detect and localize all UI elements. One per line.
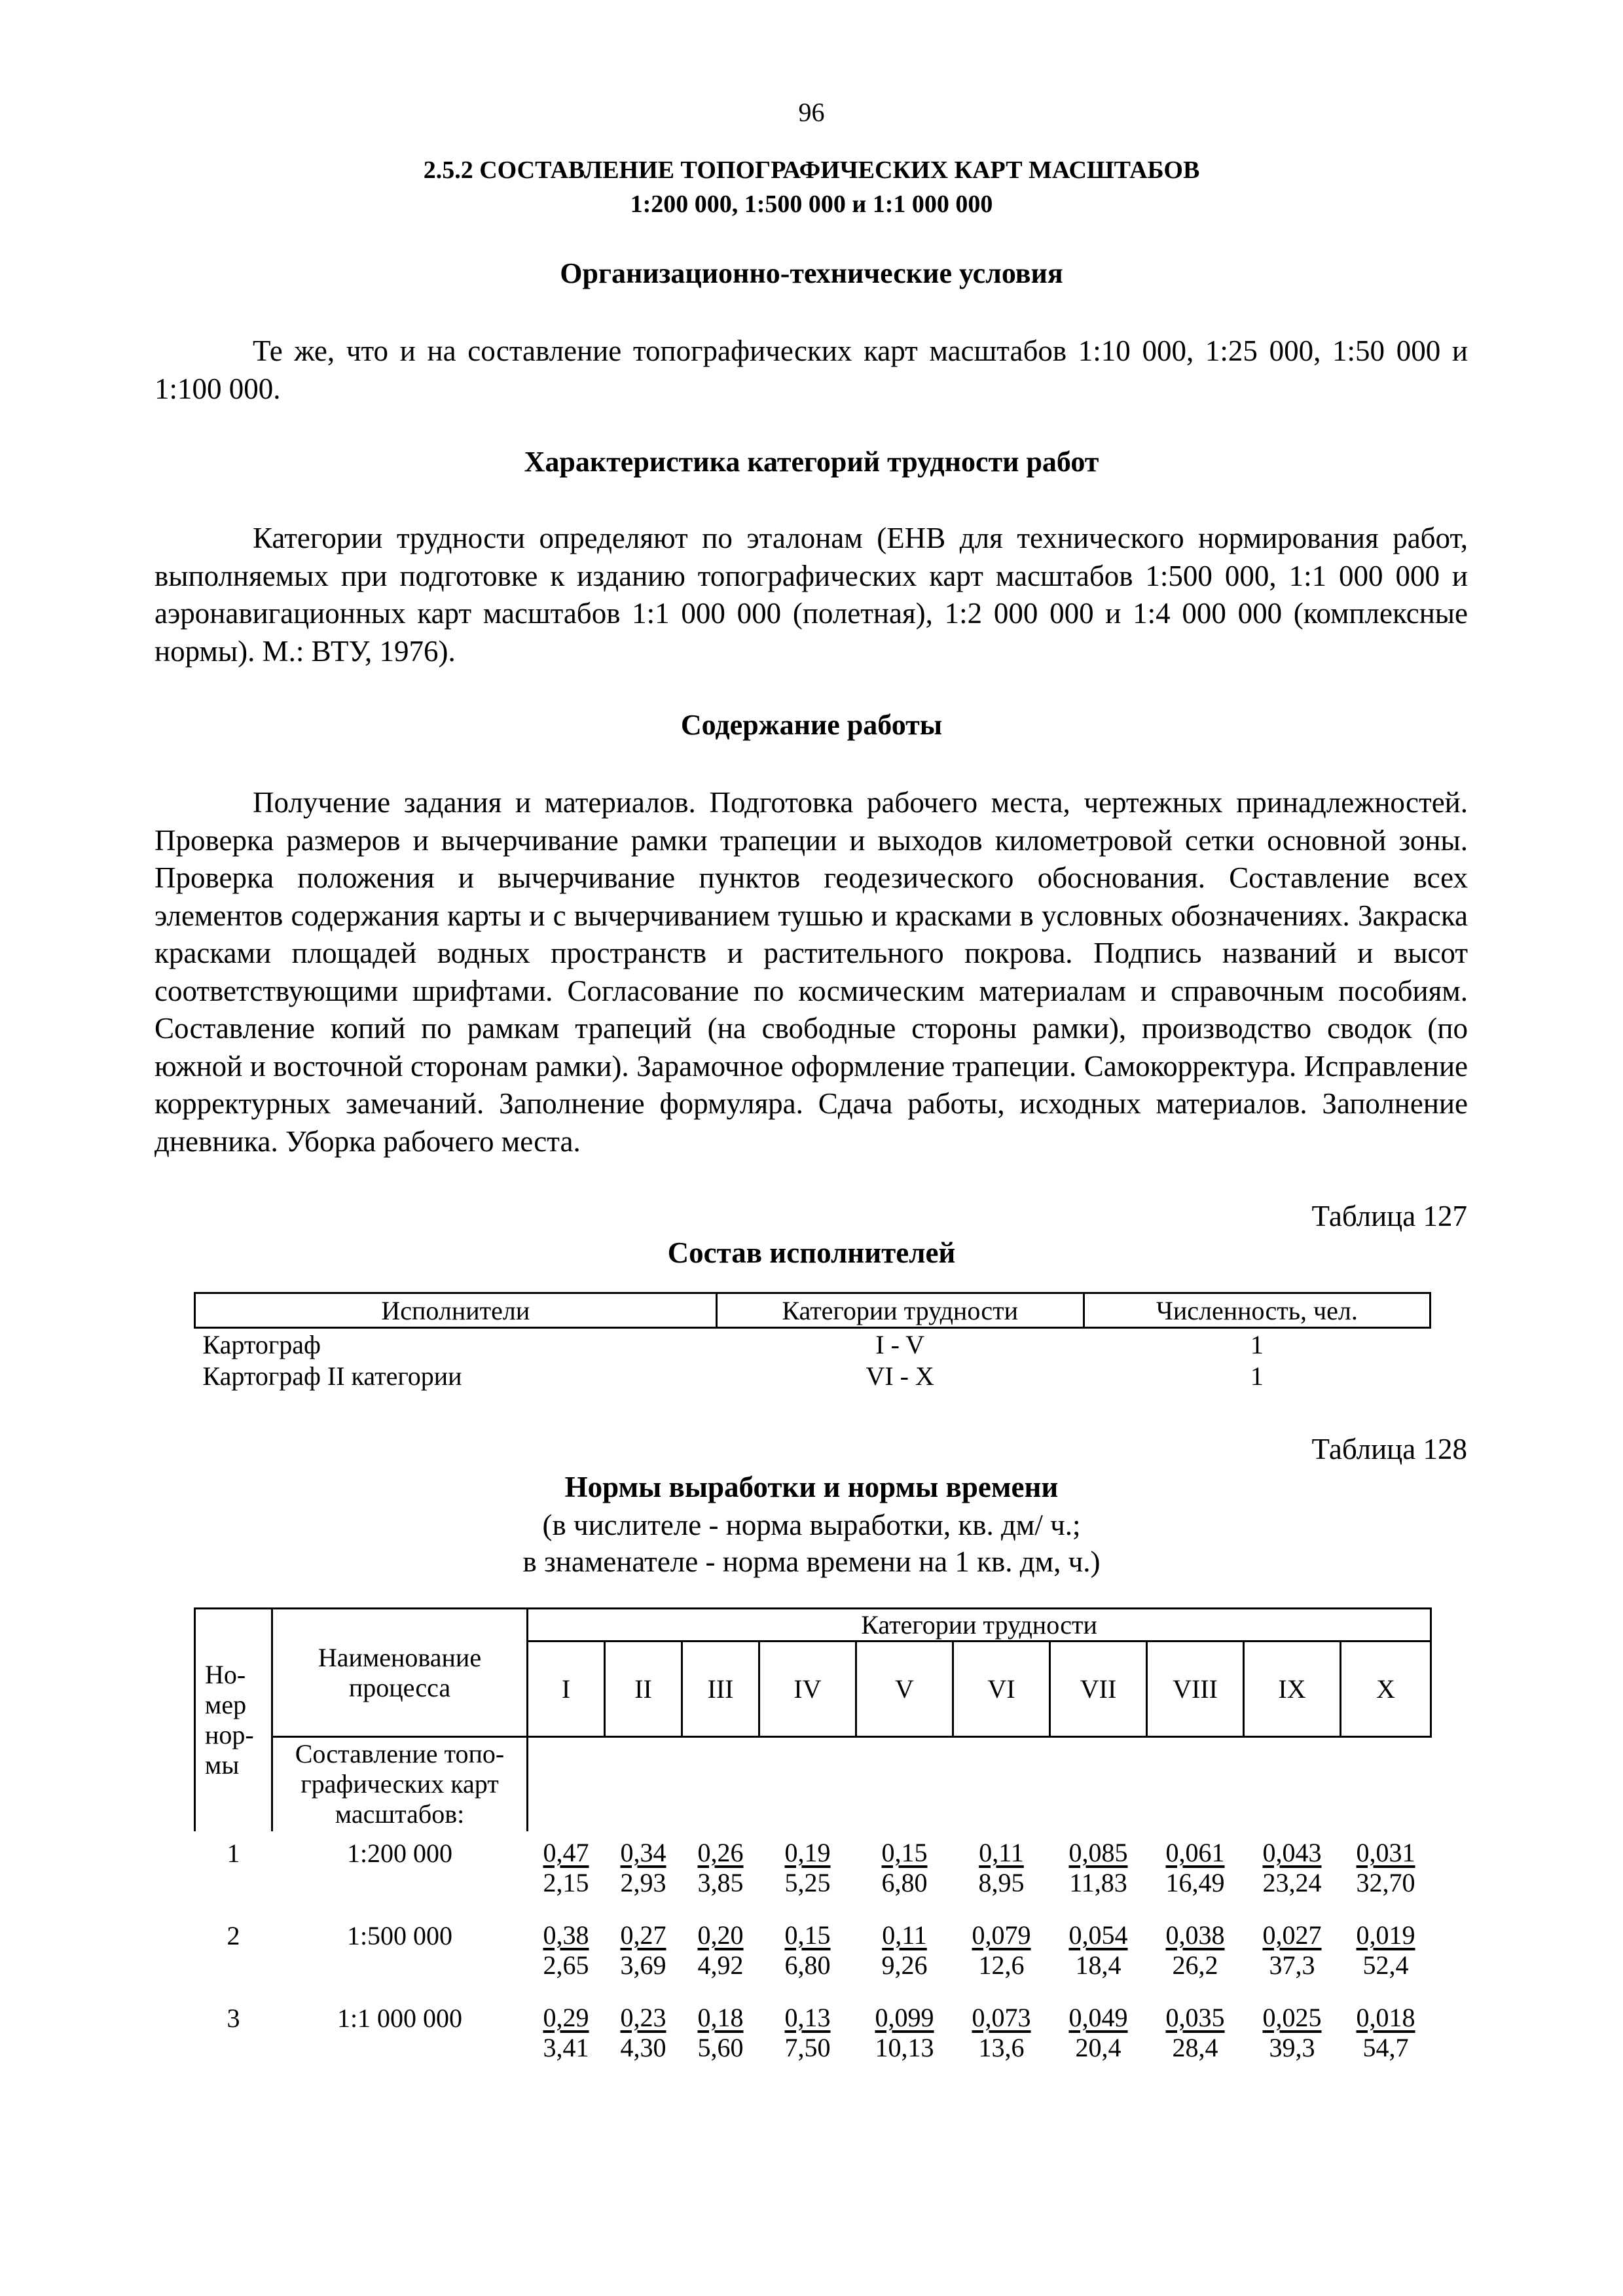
norm-value-cell [953, 1831, 1050, 1914]
table-127-cell: I - V [875, 1329, 925, 1359]
output-norm: 0,11 [979, 1837, 1024, 1867]
time-norm: 37,3 [1269, 1950, 1315, 1980]
table-127-header-performers: Исполнители [195, 1293, 717, 1328]
output-norm: 0,073 [972, 2002, 1031, 2032]
time-norm: 54,7 [1362, 2032, 1409, 2062]
output-norm: 0,099 [875, 2002, 934, 2032]
norm-value-cell [528, 1831, 605, 1914]
output-norm: 0,23 [620, 2002, 666, 2032]
table-128-subtitle [0, 1507, 1623, 1580]
norm-value-cell [1341, 1996, 1431, 2079]
table-127-label: Таблица 127 [1311, 1200, 1467, 1232]
output-norm: 0,27 [620, 1920, 666, 1950]
time-norm: 20,4 [1075, 2032, 1122, 2062]
norm-value-cell [1050, 1914, 1147, 1996]
org-heading: Организационно-технические условия [560, 257, 1063, 289]
output-norm: 0,13 [784, 2002, 831, 2032]
output-norm: 0,38 [543, 1920, 589, 1950]
output-norm: 0,054 [1068, 1920, 1128, 1950]
org-text: Те же, что и на составление топографических карт масштабов 1:10 000, 1:25 000, 1:50 000 и 1:100 000. [155, 334, 1468, 405]
table-128 [194, 1607, 1432, 2079]
norm-value-cell [953, 1914, 1050, 1996]
table-row [195, 1831, 1431, 1914]
table-128-body [195, 1831, 1431, 2079]
time-norm: 16,49 [1165, 1867, 1225, 1897]
process-name: 1:200 000 [346, 1838, 453, 1868]
table-127-cell: 1 [1250, 1329, 1264, 1359]
norm-value-cell [1244, 1996, 1341, 2079]
norm-value-cell [682, 1914, 759, 1996]
norm-value-cell [605, 1996, 682, 2079]
time-norm: 28,4 [1172, 2032, 1218, 2062]
norm-value-cell [528, 1996, 605, 2079]
norm-value-cell [856, 1996, 953, 2079]
process-name: 1:1 000 000 [337, 2003, 463, 2033]
time-norm: 8,95 [978, 1867, 1025, 1897]
time-norm: 10,13 [875, 2032, 934, 2062]
section-title [0, 153, 1623, 221]
content-text: Получение задания и материалов. Подготовка рабочего места, чертежных принадлежностей. Проверка размеров и вычерчивание рамки трапеции и выходов километровой сетки основной зоны. Проверка положения и вычерчивание пунктов геодезического обоснования. Составление всех элементов содержания карты и с вычерчиванием тушью и красками в условных обозначениях. Закраска красками площадей водных пространств и растительного покрова. Подпись названий и высот соответствующими шрифтами. Согласование по космическим материалам и справочным пособиям. Составление копий по рамкам трапеций (на свободные стороны рамки), производство сводок (по южной и восточной сторонам рамки). Зарамочное оформление трапеции. Самокорректура. Исправление корректурных замечаний. Заполнение формуляра. Сдача работы, исходных материалов. Заполнение дневника. Уборка рабочего места. [155, 786, 1468, 1158]
table-128-category: VII [1050, 1641, 1147, 1737]
output-norm: 0,15 [881, 1837, 928, 1867]
char-text: Категории трудности определяют по эталонам (ЕНВ для технического нормирования работ, выполняемых при подготовке к изданию топографических карт масштабов 1:500 000, 1:1 000 000 и аэронавигационных карт масштабов 1:1 000 000 (полетная), 1:2 000 000 и 1:4 000 000 (комплексные нормы). М.: ВТУ, 1976). [155, 522, 1468, 668]
time-norm: 6,80 [784, 1950, 831, 1980]
content-heading: Содержание работы [680, 709, 943, 741]
time-norm: 52,4 [1362, 1950, 1409, 1980]
output-norm: 0,20 [697, 1920, 744, 1950]
norm-value-cell [953, 1996, 1050, 2079]
norm-value-cell [759, 1996, 856, 2079]
norm-value-cell [682, 1996, 759, 2079]
table-127-header-row [195, 1293, 1431, 1328]
table-127-cell: Картограф II категории [202, 1361, 462, 1391]
table-127-title: Состав исполнителей [667, 1236, 956, 1269]
section-title-line1: 2.5.2 СОСТАВЛЕНИЕ ТОПОГРАФИЧЕСКИХ КАРТ МАСШТАБОВ [423, 156, 1200, 184]
norm-number: 1 [227, 1838, 240, 1868]
table-128-label: Таблица 128 [1311, 1433, 1467, 1465]
norm-value-cell [528, 1914, 605, 1996]
table-128-group-label: Составление топо- графических карт масштабов: [272, 1737, 528, 1831]
output-norm: 0,031 [1356, 1837, 1415, 1867]
table-127-cell: VI - X [866, 1361, 934, 1391]
time-norm: 12,6 [978, 1950, 1025, 1980]
norm-value-cell [759, 1914, 856, 1996]
norm-value-cell [1147, 1831, 1244, 1914]
table-128-title: Нормы выработки и нормы времени [564, 1471, 1059, 1503]
time-norm: 2,15 [543, 1867, 589, 1897]
norm-value-cell [759, 1831, 856, 1914]
norm-value-cell [1244, 1914, 1341, 1996]
norm-value-cell [1341, 1831, 1431, 1914]
output-norm: 0,027 [1262, 1920, 1322, 1950]
output-norm: 0,085 [1068, 1837, 1128, 1867]
table-row [195, 1328, 1431, 1361]
norm-value-cell [856, 1831, 953, 1914]
table-128-group-row [195, 1737, 1431, 1831]
norm-value-cell [1050, 1996, 1147, 2079]
table-128-header-norm: Но- мер нор- мы [195, 1609, 272, 1831]
table-128-category: I [528, 1641, 605, 1737]
time-norm: 13,6 [978, 2032, 1025, 2062]
process-name: 1:500 000 [346, 1920, 453, 1950]
output-norm: 0,11 [882, 1920, 927, 1950]
time-norm: 9,26 [881, 1950, 928, 1980]
table-row [195, 1360, 1431, 1391]
time-norm: 32,70 [1356, 1867, 1415, 1897]
output-norm: 0,15 [784, 1920, 831, 1950]
time-norm: 7,50 [784, 2032, 831, 2062]
table-128-category: IX [1244, 1641, 1341, 1737]
output-norm: 0,018 [1356, 2002, 1415, 2032]
output-norm: 0,34 [620, 1837, 666, 1867]
output-norm: 0,038 [1165, 1920, 1225, 1950]
output-norm: 0,29 [543, 2002, 589, 2032]
output-norm: 0,18 [697, 2002, 744, 2032]
time-norm: 3,41 [543, 2032, 589, 2062]
norm-value-cell [682, 1831, 759, 1914]
output-norm: 0,035 [1165, 2002, 1225, 2032]
norm-value-cell [1050, 1831, 1147, 1914]
time-norm: 26,2 [1172, 1950, 1218, 1980]
table-128-category: VIII [1147, 1641, 1244, 1737]
norm-number: 3 [227, 2003, 240, 2033]
norm-value-cell [1341, 1914, 1431, 1996]
norm-value-cell [856, 1914, 953, 1996]
table-127-cell: Картограф [202, 1329, 321, 1359]
norm-number: 2 [227, 1920, 240, 1950]
time-norm: 4,92 [697, 1950, 744, 1980]
time-norm: 2,93 [620, 1867, 666, 1897]
time-norm: 3,69 [620, 1950, 666, 1980]
table-127-cell: 1 [1250, 1361, 1264, 1391]
time-norm: 39,3 [1269, 2032, 1315, 2062]
output-norm: 0,079 [972, 1920, 1031, 1950]
time-norm: 5,60 [697, 2032, 744, 2062]
table-128-header-row [195, 1609, 1431, 1641]
time-norm: 5,25 [784, 1867, 831, 1897]
table-127-header-count: Численность, чел. [1084, 1293, 1430, 1328]
time-norm: 4,30 [620, 2032, 666, 2062]
norm-value-cell [605, 1831, 682, 1914]
table-127-header-categories: Категории трудности [716, 1293, 1084, 1328]
norm-value-cell [605, 1914, 682, 1996]
norm-value-cell [1147, 1996, 1244, 2079]
output-norm: 0,019 [1356, 1920, 1415, 1950]
output-norm: 0,19 [784, 1837, 831, 1867]
norm-value-cell [1147, 1914, 1244, 1996]
table-127 [194, 1292, 1431, 1391]
output-norm: 0,025 [1262, 2002, 1322, 2032]
table-row [195, 1996, 1431, 2079]
table-128-subtitle-line1: (в числителе - норма выработки, кв. дм/ ч.; [542, 1509, 1081, 1541]
time-norm: 6,80 [881, 1867, 928, 1897]
table-128-category: X [1341, 1641, 1431, 1737]
table-128-header-categories: Категории трудности [528, 1609, 1431, 1641]
time-norm: 18,4 [1075, 1950, 1122, 1980]
output-norm: 0,043 [1262, 1837, 1322, 1867]
table-128-category: V [856, 1641, 953, 1737]
table-128-category: III [682, 1641, 759, 1737]
time-norm: 11,83 [1069, 1867, 1127, 1897]
norm-value-cell [1244, 1831, 1341, 1914]
time-norm: 3,85 [697, 1867, 744, 1897]
output-norm: 0,049 [1068, 2002, 1128, 2032]
table-row [195, 1914, 1431, 1996]
table-128-subtitle-line2: в знаменателе - норма времени на 1 кв. дм, ч.) [522, 1545, 1101, 1578]
section-title-line2: 1:200 000, 1:500 000 и 1:1 000 000 [630, 190, 993, 218]
char-heading: Характеристика категорий трудности работ [524, 446, 1099, 478]
table-128-category: II [605, 1641, 682, 1737]
output-norm: 0,26 [697, 1837, 744, 1867]
table-128-header-process: Наименование процесса [272, 1609, 528, 1737]
table-128-category: VI [953, 1641, 1050, 1737]
output-norm: 0,47 [543, 1837, 589, 1867]
table-128-category: IV [759, 1641, 856, 1737]
time-norm: 23,24 [1262, 1867, 1322, 1897]
output-norm: 0,061 [1165, 1837, 1225, 1867]
page-number: 96 [798, 98, 825, 127]
time-norm: 2,65 [543, 1950, 589, 1980]
